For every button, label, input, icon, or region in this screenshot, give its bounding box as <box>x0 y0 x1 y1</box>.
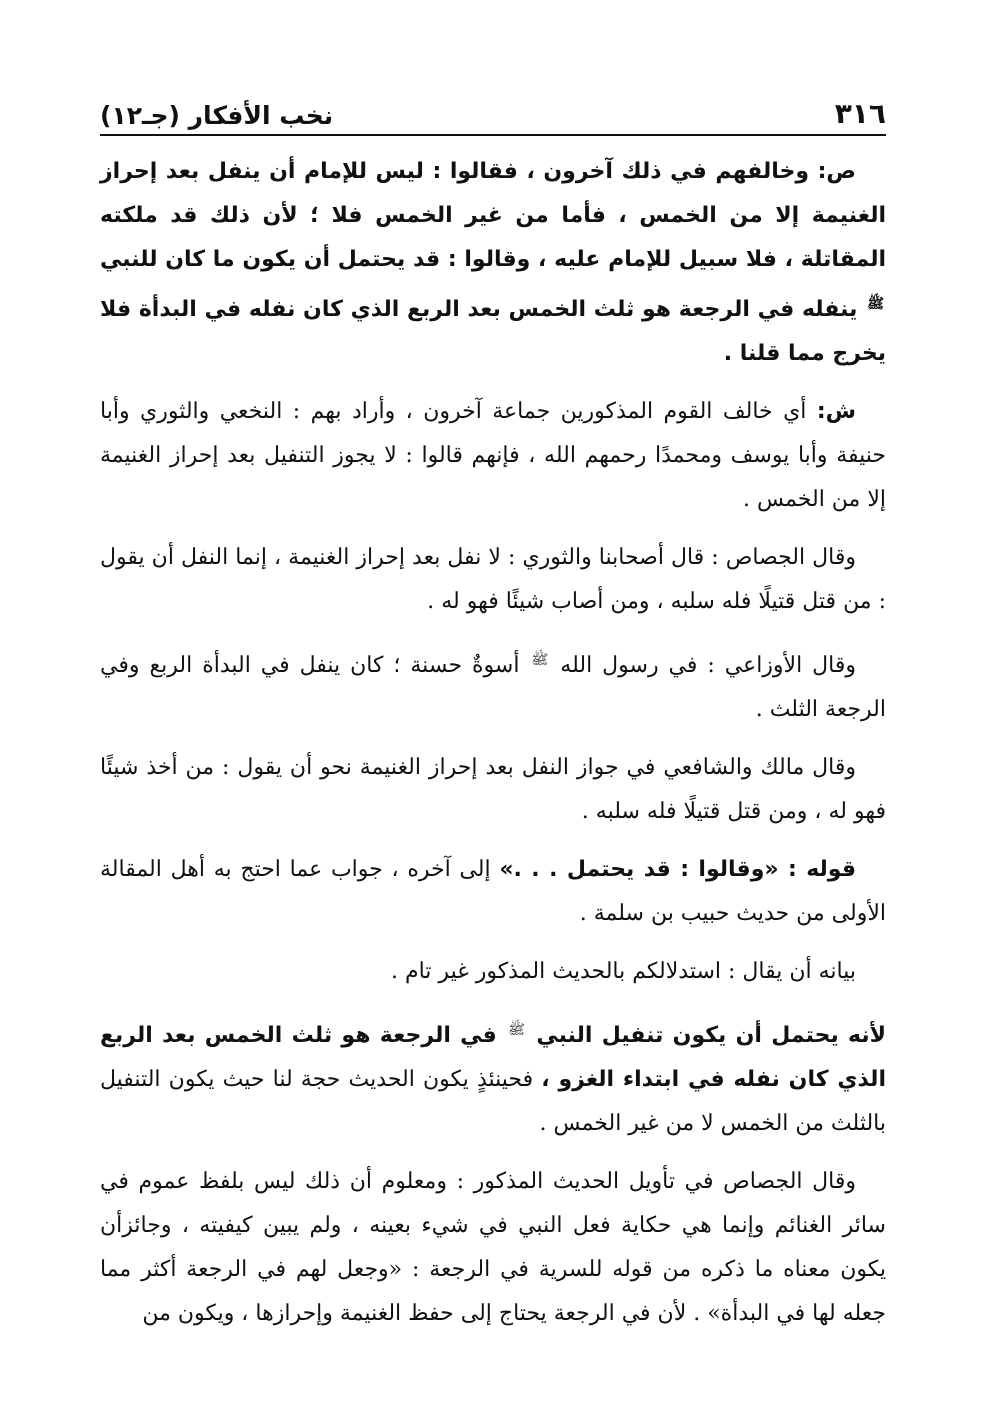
paragraph-4 <box>100 638 886 732</box>
paragraph-1 <box>100 150 886 376</box>
salutation-mark: ﷺ <box>867 296 884 312</box>
book-title: نخب الأفكار (جـ١٢) <box>100 101 334 130</box>
page-number: ٣١٦ <box>834 97 886 130</box>
paragraph-1-text-a: وخالفهم في ذلك آخرون ، فقالوا : ليس للإمام أن ينفل بعد إحراز الغنيمة إلا من الخمس ، فأما من غير الخمس فلا ؛ لأن ذلك قد ملكته المقاتلة ، فلا سبيل للإمام عليه ، وقالوا : قد يحتمل أن يكون ما كان للنبي <box>100 159 886 272</box>
paragraph-8-bold-b: في الرجعة هو ثلث الخمس بعد الربع الذي كان نفله في ابتداء الغزو ، <box>100 1023 886 1092</box>
paragraph-1-text-b: ينفله في الرجعة هو ثلث الخمس بعد الربع الذي كان نفله في البدأة فلا يخرج مما قلنا . <box>100 297 886 366</box>
paragraph-5: وقال مالك والشافعي في جواز النفل بعد إحراز الغنيمة نحو أن يقول : من أخذ شيئًا فهو له ، ومن قتل قتيلًا فله سلبه . <box>100 755 886 824</box>
paragraph-4-text-b: أسوةٌ حسنة ؛ كان ينفل في البدأة الربع وفي الرجعة الثلث . <box>100 653 886 722</box>
paragraph-1-lead: ص: <box>817 159 856 184</box>
paragraph-8 <box>100 1008 886 1146</box>
paragraph-6 <box>100 848 886 936</box>
paragraph-7: بيانه أن يقال : استدلالكم بالحديث المذكور غير تام . <box>391 959 856 984</box>
paragraph-2 <box>100 390 886 522</box>
page-header <box>100 88 886 130</box>
paragraph-4-text-a: وقال الأوزاعي : في رسول الله <box>550 653 857 678</box>
paragraph-6-lead: قوله : «وقالوا : قد يحتمل . . .» <box>499 857 856 882</box>
header-divider <box>100 134 886 136</box>
paragraph-8-bold-a: لأنه يحتمل أن يكون تنفيل النبي <box>527 1023 887 1048</box>
paragraph-6-text: إلى آخره ، جواب عما احتج به أهل المقالة الأولى من حديث حبيب بن سلمة . <box>100 857 886 926</box>
salutation-mark: ﷺ <box>508 1022 526 1038</box>
salutation-mark: ﷺ <box>531 652 549 668</box>
paragraph-2-text: أي خالف القوم المذكورين جماعة آخرون ، وأراد بهم : النخعي والثوري وأبا حنيفة وأبا يوسف ومحمدًا رحمهم الله ، فإنهم قالوا : لا يجوز التنفيل بعد إحراز الغنيمة إلا من الخمس . <box>100 399 886 512</box>
paragraph-3: وقال الجصاص : قال أصحابنا والثوري : لا نفل بعد إحراز الغنيمة ، إنما النفل أن يقول : من قتل قتيلًا فله سلبه ، ومن أصاب شيئًا فهو له . <box>100 545 886 614</box>
page-body <box>100 150 886 1350</box>
paragraph-9: وقال الجصاص في تأويل الحديث المذكور : ومعلوم أن ذلك ليس بلفظ عموم في سائر الغنائم وإنما هي حكاية فعل النبي في شيء بعينه ، ولم يبين كيفيته ، وجائزأن يكون معناه ما ذكره من قوله للسرية في الرجعة : «وجعل لهم في الرجعة أكثر مما جعله لها في البدأة» . لأن في الرجعة يحتاج إلى حفظ الغنيمة وإحرازها ، ويكون من <box>100 1169 886 1326</box>
paragraph-2-lead: ش: <box>816 399 856 424</box>
paragraph-8-text: فحينئذٍ يكون الحديث حجة لنا حيث يكون التنفيل بالثلث من الخمس لا من غير الخمس . <box>100 1067 886 1136</box>
